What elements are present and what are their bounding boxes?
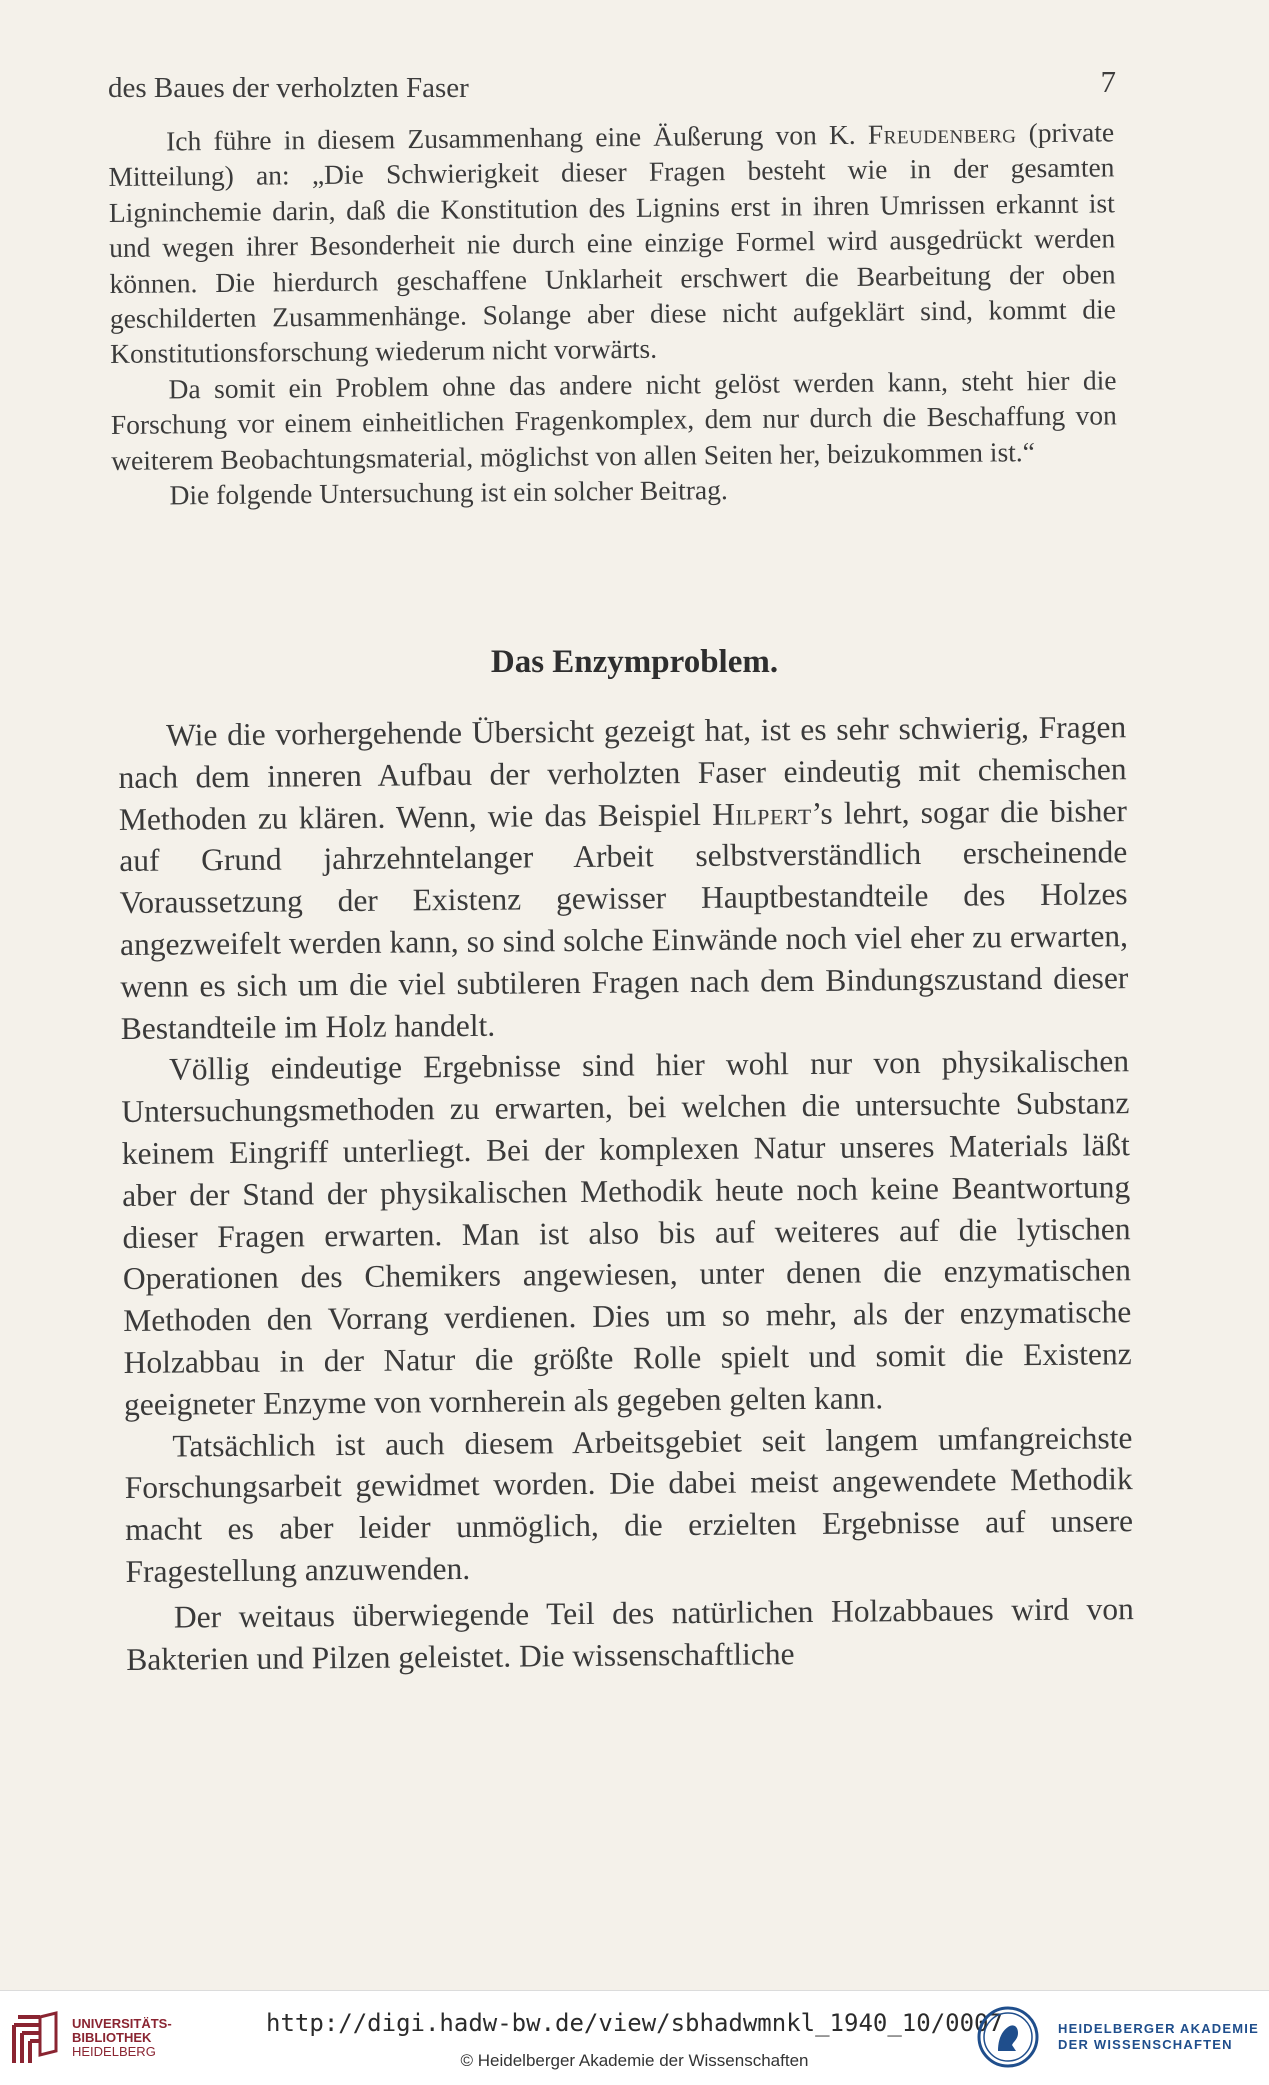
body-paragraph-3: Tatsächlich ist auch diesem Arbeitsgebiet seit langem umfangreichste Forschungsarbeit gewidmet worden. Die dabei meist angewendete Methodik macht es aber leider unmöglich, die erzielten Ergebnisse auf unsere Fragestellung anzuwenden.: [124, 1419, 1134, 1589]
academy-name-line-2: DER WISSENSCHAFTEN: [1058, 2037, 1233, 2052]
library-name-line-2: BIBLIOTHEK: [72, 2030, 152, 2045]
library-name-line-1: UNIVERSITÄTS-: [72, 2016, 172, 2031]
running-head-title: des Baues der verholzten Faser: [108, 72, 469, 104]
text-run: Wie die vorhergehende Übersicht gezeigt hat, ist es sehr schwierig, Fragen nach dem inneren Aufbau der verholzten Faser eindeutig mit chemischen Methoden zu klären. Wenn, wie das Beispiel: [118, 709, 1127, 837]
page-number: 7: [1100, 64, 1116, 99]
academy-seal-icon[interactable]: [976, 2005, 1040, 2069]
body-paragraph-1: [118, 706, 1129, 1049]
text-run: (private Mitteilung) an: „Die Schwierigkeit dieser Fragen besteht wie in der gesamten Ligninchemie darin, daß die Konstitution des Lignins erst in ihren Umrissen erkannt ist und wegen ihrer Besonderheit nie durch eine einzige Formel wird ausgedrückt werden können. Die hierdurch geschaffene Unklarheit erschwert die Bearbeitung der oben geschilderten Zusammenhänge. Solange aber diese nicht aufgeklärt sind, kommt die Konstitutionsforschung wiederum nicht vorwärts.: [108, 116, 1116, 370]
text-run: Ich führe in diesem Zusammenhang eine Äußerung von K.: [166, 118, 869, 157]
author-name: Freudenberg: [867, 117, 1017, 150]
section-heading: Das Enzymproblem.: [490, 644, 779, 680]
body-paragraph-2: Völlig eindeutige Ergebnisse sind hier wohl nur von physikalischen Untersuchungsmethoden zu erwarten, bei welchen die untersuchte Substanz keinem Eingriff unterliegt. Bei der komplexen Natur unseres Materials läßt aber der Stand der physikalischen Methodik heute noch keine Beantwortung dieser Fragen erwarten. Man ist also bis auf weiteres auf die lytischen Operationen des Chemikers angewiesen, unter denen die enzymatischen Methoden den Vorrang verdienen. Dies um so mehr, als der enzymatische Holzabbau in der Natur die größte Rolle spielt und somit die Existenz geeigneter Enzyme von vornherein als gegeben gelten kann.: [121, 1043, 1132, 1422]
library-name-line-3: HEIDELBERG: [72, 2044, 156, 2059]
academy-name: [1058, 2021, 1259, 2053]
academy-name-line-1: HEIDELBERGER AKADEMIE: [1058, 2021, 1259, 2036]
body-text: [118, 706, 1134, 1680]
quote-block: [108, 114, 1118, 513]
footer-bar: [0, 1990, 1269, 2085]
copyright-notice: © Heidelberger Akademie der Wissenschaften: [460, 2051, 809, 2070]
body-paragraph-4: Der weitaus überwiegende Teil des natürlichen Holzabbaues wird von Bakterien und Pilzen geleistet. Die wissenschaftliche: [126, 1590, 1134, 1677]
permalink-url[interactable]: http://digi.hadw-bw.de/view/sbhadwmnkl_1940_10/0007: [266, 2009, 1003, 2037]
quote-paragraph-1: [108, 114, 1116, 371]
text-run: ’s lehrt, sogar die bisher auf Grund jahrzehntelanger Arbeit selbstverständlich erscheinende Voraussetzung der Existenz gewisser Hauptbestandteile des Holzes angezweifelt werden kann, so sind solche Einwände noch viel eher zu erwarten, wenn es sich um die viel subtileren Fragen nach dem Bindungszustand dieser Bestandteile im Holz handelt.: [119, 792, 1129, 1046]
quote-paragraph-2: Da somit ein Problem ohne das andere nicht gelöst werden kann, steht hier die Forschung vor einem einheitlichen Fragenkomplex, dem nur durch die Beschaffung von weiterem Beobachtungsmaterial, möglichst von allen Seiten her, beizukommen ist.“: [110, 364, 1117, 476]
quote-paragraph-3: Die folgende Untersuchung ist ein solcher Beitrag.: [169, 474, 728, 511]
author-name: Hilpert: [712, 795, 812, 832]
